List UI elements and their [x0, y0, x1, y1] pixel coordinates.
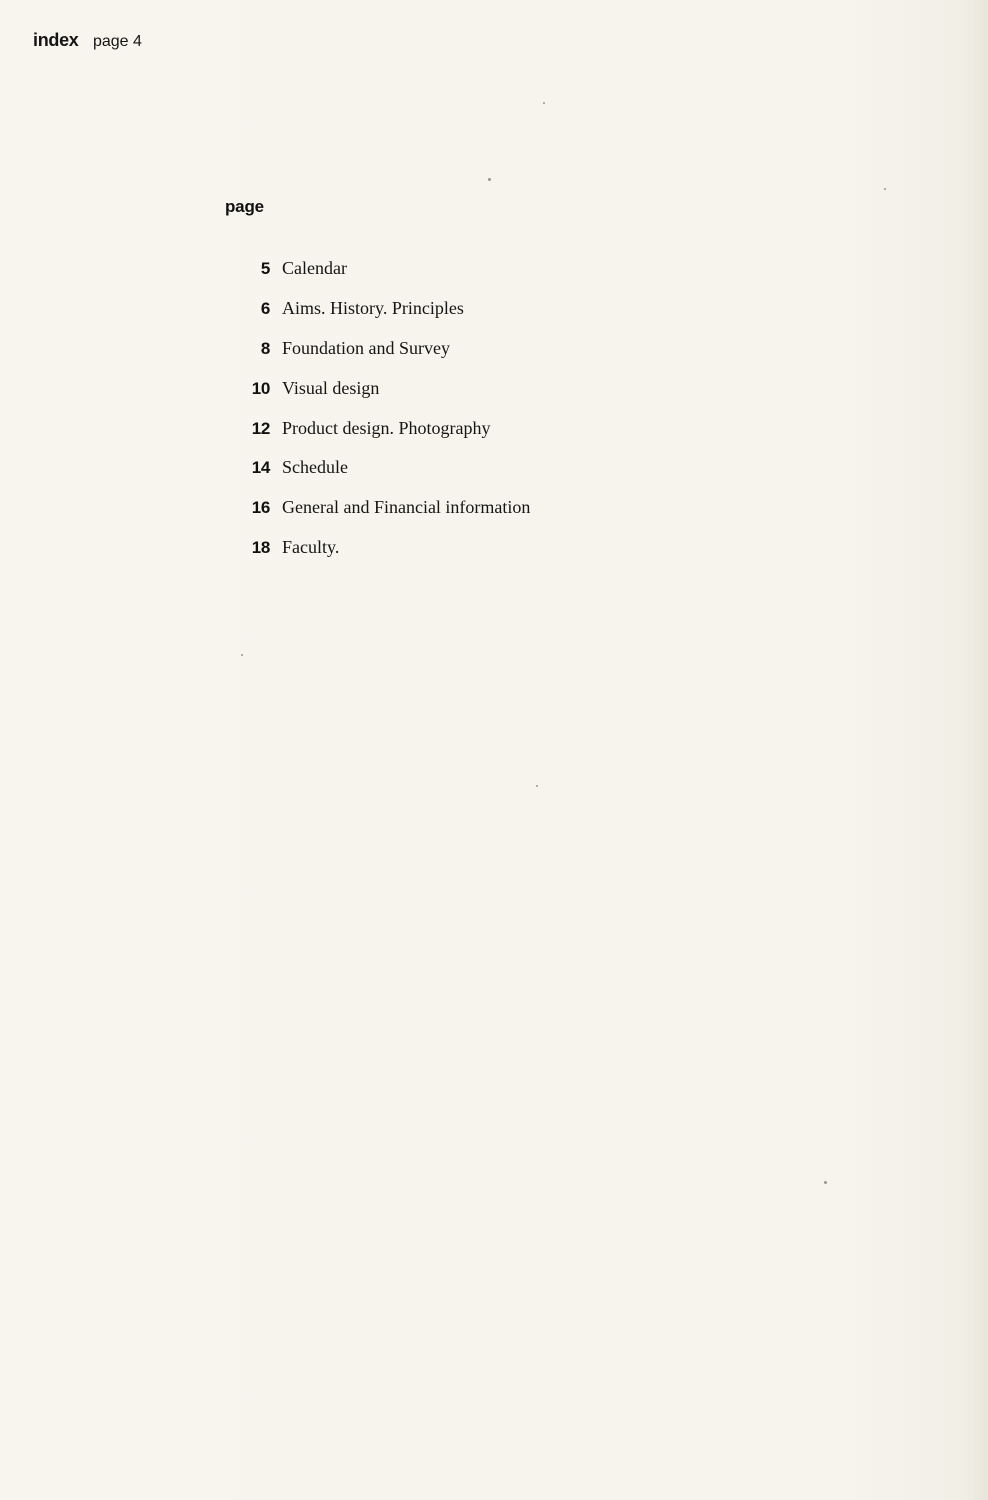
toc-page-number: 5 — [260, 259, 270, 278]
paper-speck — [543, 102, 545, 104]
toc-entry-title: Schedule — [282, 457, 348, 478]
paper-speck — [488, 178, 491, 181]
running-head — [33, 30, 142, 51]
page-number: page 4 — [92, 33, 142, 50]
toc-entry[interactable] — [230, 258, 750, 298]
toc-page-number: 6 — [260, 298, 270, 318]
toc-entry-title: Faculty. — [282, 537, 340, 558]
toc-entry[interactable] — [230, 497, 750, 537]
toc-entry-title: Aims. History. Principles — [282, 297, 464, 318]
toc-page-number: 10 — [251, 378, 270, 398]
paper-speck — [536, 785, 538, 787]
toc-entry-title: Visual design — [282, 377, 380, 398]
toc-page-number: 8 — [260, 338, 270, 358]
paper-speck — [241, 654, 243, 656]
toc-page-number: 12 — [251, 418, 270, 438]
toc-entry-title: Foundation and Survey — [282, 337, 450, 358]
toc-page-number: 16 — [251, 498, 270, 518]
toc-page-number: 14 — [251, 458, 270, 478]
toc-entry[interactable] — [230, 537, 750, 577]
paper-speck — [824, 1181, 827, 1184]
table-of-contents — [230, 258, 750, 577]
toc-entry[interactable] — [230, 378, 750, 418]
toc-entry[interactable] — [230, 298, 750, 338]
toc-entry[interactable] — [230, 457, 750, 497]
toc-entry-title: General and Financial information — [282, 497, 531, 518]
toc-entry-title: Product design. Photography — [282, 417, 491, 438]
toc-entry-title: Calendar — [282, 258, 347, 278]
toc-entry[interactable] — [230, 418, 750, 458]
toc-entry[interactable] — [230, 338, 750, 378]
paper-speck — [884, 188, 886, 190]
section-title: index — [33, 30, 79, 50]
toc-column-heading: page — [225, 197, 264, 216]
toc-page-number: 18 — [251, 538, 270, 558]
